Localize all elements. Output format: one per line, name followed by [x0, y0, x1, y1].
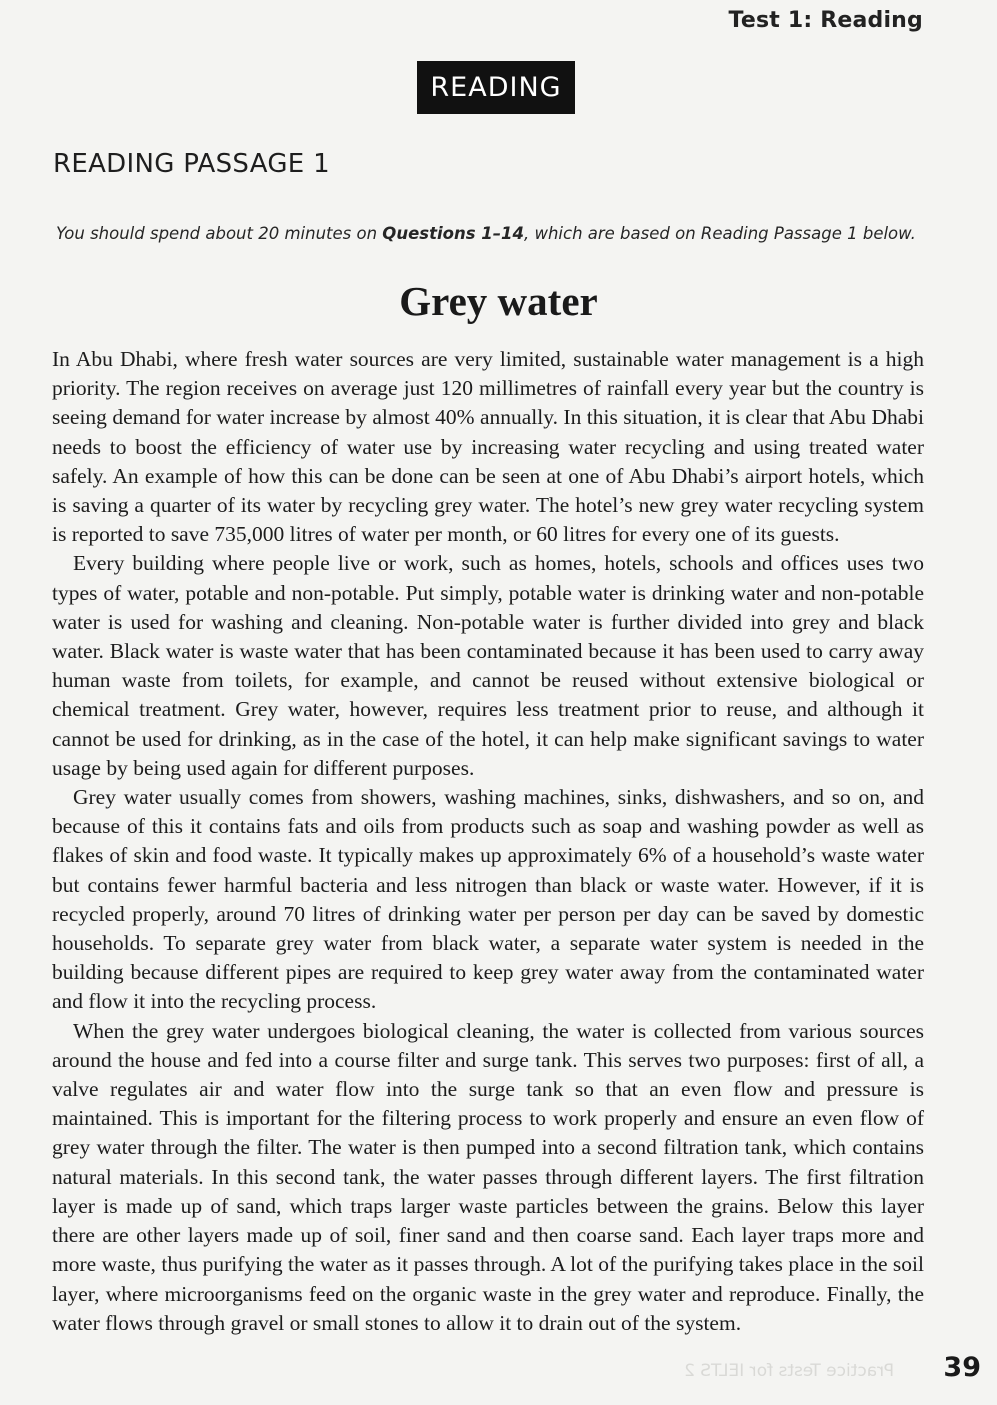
- instruction-after: , which are based on Reading Passage 1 below.: [523, 224, 916, 243]
- running-header: Test 1: Reading: [728, 8, 923, 33]
- paragraph: Grey water usually comes from showers, washing machines, sinks, dishwashers, and so on, and because of this it contains fats and oils from products such as soap and washing powder as well as flakes of skin and food waste. It typically makes up approximately 6% of a household’s waste water but contains fewer harmful bacteria and less nitrogen than black or waste water. However, if it is recycled properly, around 70 litres of drinking water per person per day can be saved by domestic households. To separate grey water from black water, a separate water system is needed in the building because different pipes are required to keep grey water away from the contaminated water and flow it into the recycling process.: [52, 785, 924, 1014]
- instruction-text: [56, 224, 936, 243]
- paragraph: In Abu Dhabi, where fresh water sources are very limited, sustainable water management is a high priority. The region receives on average just 120 millimetres of rainfall every year but the country is seeing demand for water increase by almost 40% annually. In this situation, it is clear that Abu Dhabi needs to boost the efficiency of water use by increasing water recycling and using treated water safely. An example of how this can be done can be seen at one of Abu Dhabi’s airport hotels, which is saving a quarter of its water by recycling grey water. The hotel’s new grey water recycling system is reported to save 735,000 litres of water per month, or 60 litres for every one of its guests.: [52, 347, 924, 547]
- paragraph: Every building where people live or work, such as homes, hotels, schools and offices uses two types of water, potable and non-potable. Put simply, potable water is drinking water and non-potable water is used for washing and cleaning. Non-potable water is further divided into grey and black water. Black water is waste water that has been contaminated because it has been used to carry away human waste from toilets, for example, and cannot be reused without extensive biological or chemical treatment. Grey water, however, requires less treatment prior to reuse, and although it cannot be used for drinking, as in the case of the hotel, it can help make significant savings to water usage by being used again for different purposes.: [52, 551, 924, 780]
- bleed-through-text: Practice Tests for IELTS 2: [684, 1361, 895, 1381]
- instruction-before: You should spend about 20 minutes on: [56, 224, 383, 243]
- passage-body: [52, 345, 924, 1338]
- passage-heading: READING PASSAGE 1: [53, 149, 330, 179]
- instruction-questions: Questions 1–14: [382, 224, 524, 243]
- passage-title: Grey water: [399, 278, 598, 324]
- page-number: 39: [943, 1352, 981, 1383]
- section-badge-label: READING: [430, 72, 562, 103]
- section-badge: [417, 61, 575, 114]
- paragraph: When the grey water undergoes biological cleaning, the water is collected from various sources around the house and fed into a course filter and surge tank. This serves two purposes: first of all, a valve regulates air and water flow into the surge tank so that an even flow and pressure is maintained. This is important for the filtering process to work properly and ensure an even flow of grey water through the filter. The water is then pumped into a second filtration tank, which contains natural materials. In this second tank, the water passes through different layers. The first filtration layer is made up of sand, which traps larger waste particles between the grains. Below this layer there are other layers made up of soil, finer sand and then coarse sand. Each layer traps more and more waste, thus purifying the water as it passes through. A lot of the purifying takes place in the soil layer, where microorganisms feed on the organic waste in the grey water and reproduce. Finally, the water flows through gravel or small stones to allow it to drain out of the system.: [52, 1018, 924, 1335]
